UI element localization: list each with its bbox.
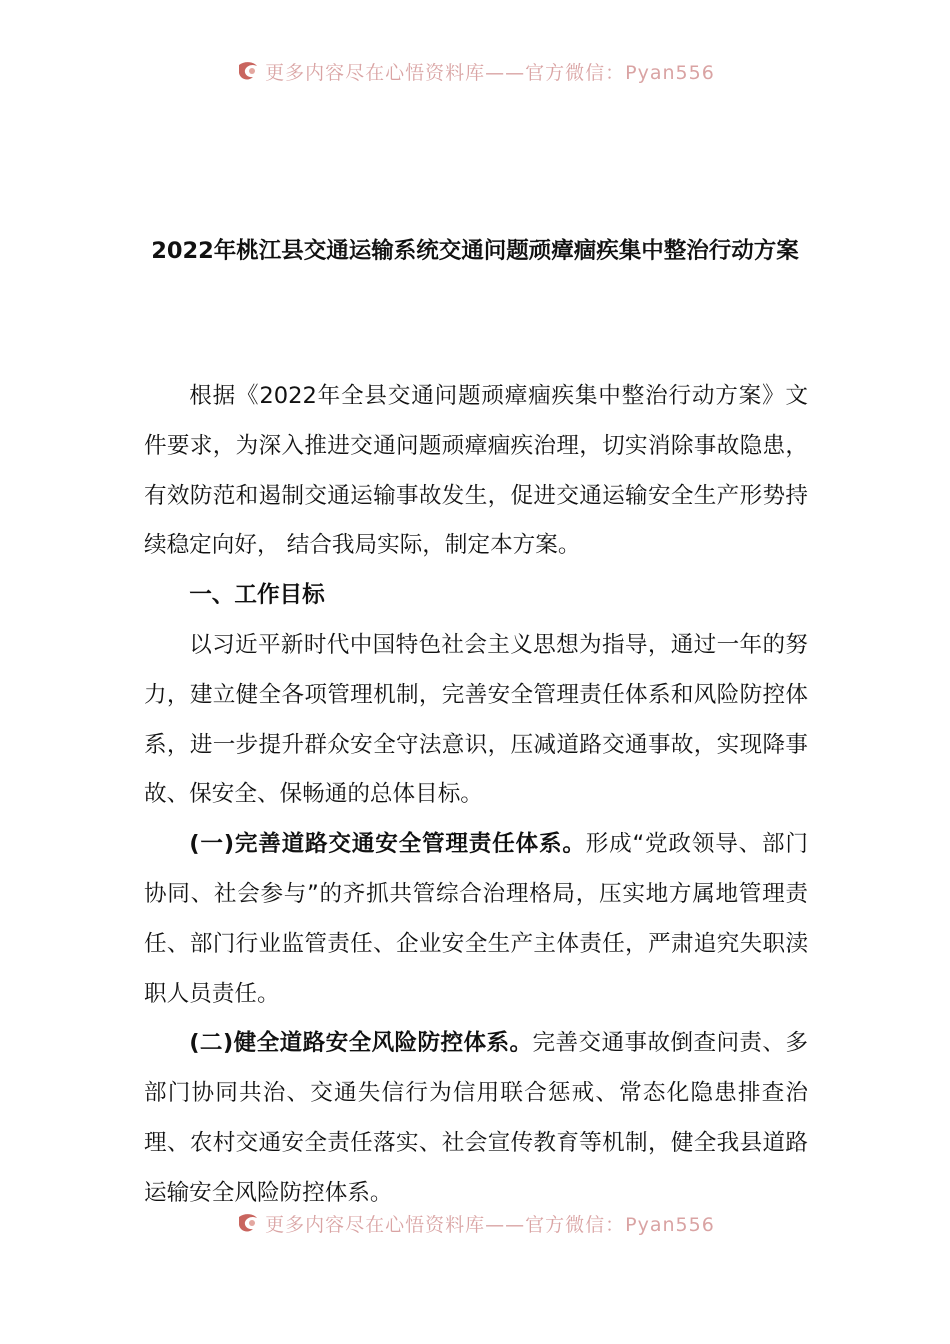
watermark-logo-icon <box>235 1210 261 1236</box>
watermark-logo-icon <box>235 58 261 84</box>
item-responsibility-lead: (一)完善道路交通安全管理责任体系。 <box>189 831 586 858</box>
watermark-text: 更多内容尽在心悟资料库——官方微信：Pyan556 <box>265 1213 715 1236</box>
intro-paragraph: 根据《2022年全县交通问题顽瘴痼疾集中整治行动方案》文件要求，为深入推进交通问题顽瘴痼疾治理，切实消除事故隐患，有效防范和遏制交通运输事故发生，促进交通运输安全生产形势持续稳定向好， 结合我局实际，制定本方案。 <box>144 383 808 559</box>
document-body <box>144 372 808 1219</box>
item-risk-control-lead: (二)健全道路安全风险防控体系。 <box>189 1030 533 1057</box>
watermark-header <box>0 56 950 86</box>
item-responsibility-system <box>144 820 808 1019</box>
item-risk-control-system <box>144 1019 808 1218</box>
watermark-footer <box>0 1208 950 1238</box>
section-heading-work-goals: 一、工作目标 <box>189 582 325 609</box>
work-goals-paragraph: 以习近平新时代中国特色社会主义思想为指导，通过一年的努力，建立健全各项管理机制，完善安全管理责任体系和风险防控体系，进一步提升群众安全守法意识，压减道路交通事故，实现降事故、保安全、保畅通的总体目标。 <box>144 631 808 808</box>
watermark-text: 更多内容尽在心悟资料库——官方微信：Pyan556 <box>265 61 715 84</box>
item-risk-control-text: 完善交通事故倒查问责、多部门协同共治、交通失信行为信用联合惩戒、常态化隐患排查治理、农村交通安全责任落实、社会宣传教育等机制，健全我县道路运输安全风险防控体系。 <box>144 1030 809 1206</box>
document-title: 2022年桃江县交通运输系统交通问题顽瘴痼疾集中整治行动方案 <box>151 238 799 264</box>
item-responsibility-text: 形成“党政领导、部门协同、社会参与”的齐抓共管综合治理格局，压实地方属地管理责任、部门行业监管责任、企业安全生产主体责任，严肃追究失职渎职人员责任。 <box>144 831 808 1007</box>
